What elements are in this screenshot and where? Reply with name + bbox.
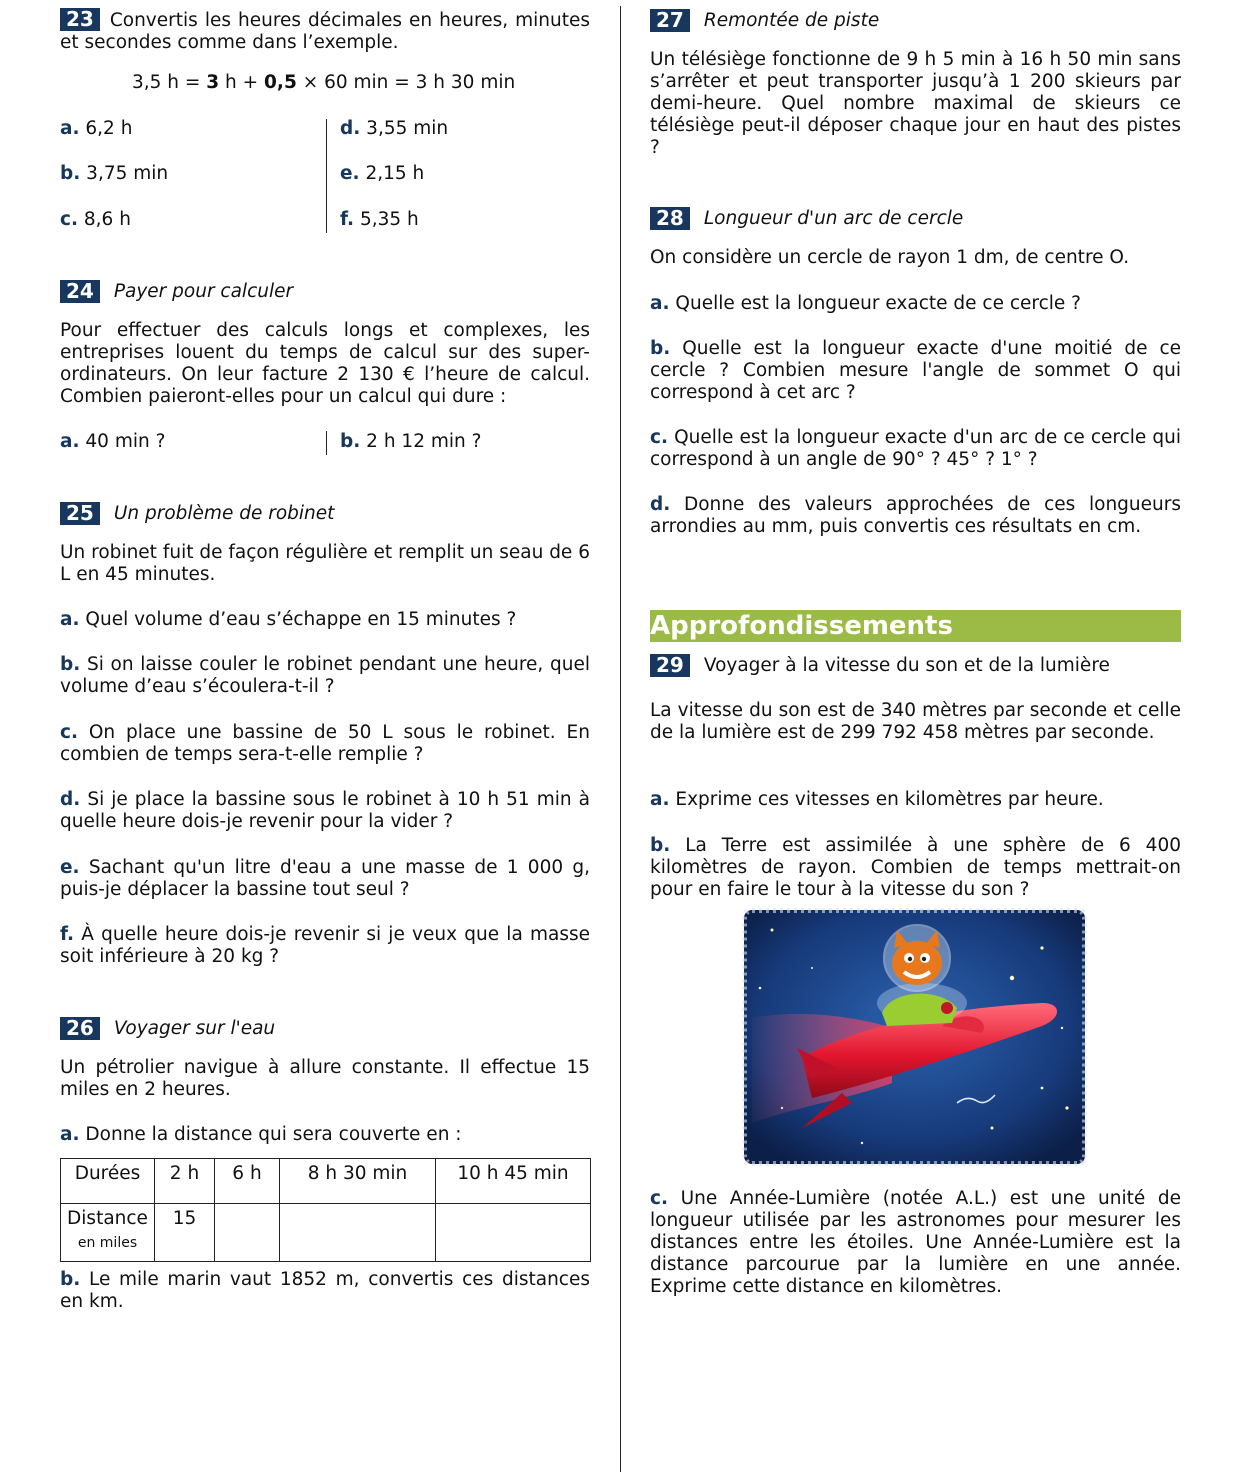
exercise-28-header (650, 205, 963, 231)
item-d: d. Si je place la bassine sous le robinet à 10 h 51 min à quelle heure dois-je revenir pour la vider ? (60, 789, 590, 832)
distance-table (60, 1158, 591, 1262)
column-divider (620, 6, 621, 1472)
item-e: e. 2,15 h (340, 163, 425, 184)
item-b: b. Si on laisse couler le robinet pendant une heure, quel volume d’eau s’écoulera-t-il ? (60, 654, 590, 697)
item-c: c. On place une bassine de 50 L sous le robinet. En combien de temps sera-t-elle remplie ? (60, 722, 590, 765)
exercise-number: 24 (60, 280, 100, 303)
exercise-title: Payer pour calculer (113, 280, 294, 302)
item-c: c. Une Année-Lumière (notée A.L.) est une unité de longueur utilisée par les astronomes pour mesurer les distances entre les étoiles. Une Année-Lumière est la distance parcourue par la lumière en une année. Exprime cette distance en kilomètres. (650, 1188, 1181, 1297)
item-b: b. Quelle est la longueur exacte d'une moitié de ce cercle ? Combien mesure l'angle de sommet O qui correspond à cet arc ? (650, 338, 1181, 403)
exercise-number: 28 (650, 207, 690, 230)
item-c: c. 8,6 h (60, 209, 131, 230)
exercise-25-text: Un robinet fuit de façon régulière et remplit un seau de 6 L en 45 minutes. (60, 542, 590, 585)
table-cell (280, 1204, 436, 1262)
exercise-25-header (60, 500, 334, 526)
exercise-number: 27 (650, 9, 690, 32)
item-a: a. Exprime ces vitesses en kilomètres par heure. (650, 789, 1104, 810)
item-a: a. 6,2 h (60, 118, 133, 139)
exercise-number: 25 (60, 502, 100, 525)
exercise-title: Voyager sur l'eau (113, 1017, 276, 1039)
exercise-24-header (60, 278, 293, 304)
items-separator (326, 431, 327, 455)
exercise-number: 26 (60, 1017, 100, 1040)
table-row (61, 1159, 591, 1204)
item-d: d. Donne des valeurs approchées de ces longueurs arrondies au mm, puis convertis ces résultats en cm. (650, 494, 1181, 537)
table-cell: 2 h (155, 1159, 215, 1204)
table-cell (215, 1204, 280, 1262)
table-cell: Durées (61, 1159, 155, 1204)
exercise-24-text: Pour effectuer des calculs longs et complexes, les entreprises louent du temps de calcul sur des super-ordinateurs. On leur facture 2 130 € l’heure de calcul. Combien paieront-elles pour un calcul qui dure : (60, 320, 590, 407)
item-d: d. 3,55 min (340, 118, 449, 139)
item-a: a. 40 min ? (60, 431, 166, 452)
exercise-23-intro (60, 8, 590, 54)
conversion-example: 3,5 h = 3 h + 0,5 × 60 min = 3 h 30 min (132, 72, 516, 93)
rocket-cat-icon (742, 908, 1087, 1166)
item-f: f. 5,35 h (340, 209, 419, 230)
item-b: b. 2 h 12 min ? (340, 431, 482, 452)
table-cell: 6 h (215, 1159, 280, 1204)
items-separator (326, 119, 327, 233)
exercise-title: Remontée de piste (703, 9, 880, 31)
table-cell: 8 h 30 min (280, 1159, 436, 1204)
table-cell: 15 (155, 1204, 215, 1262)
exercise-title: Voyager à la vitesse du son et de la lumière (703, 654, 1110, 676)
intro-rest: les heures décimales en heures, minutes et secondes comme dans l’exemple. (60, 10, 590, 53)
exercise-26-text: Un pétrolier navigue à allure constante. Il effectue 15 miles en 2 heures. (60, 1057, 590, 1100)
exercise-26-header (60, 1015, 275, 1041)
item-b: b. La Terre est assimilée à une sphère de 6 400 kilomètres de rayon. Combien de temps mettrait-on pour en faire le tour à la vitesse du son ? (650, 835, 1181, 900)
item-a: a. Quel volume d’eau s’échappe en 15 minutes ? (60, 609, 517, 630)
exercise-number: 23 (60, 8, 100, 31)
exercise-29-header (650, 652, 1110, 678)
exercise-29-text: La vitesse du son est de 340 mètres par seconde et celle de la lumière est de 299 792 458 mètres par seconde. (650, 700, 1181, 743)
row-subhead: en miles (77, 1235, 138, 1251)
item-a: a. Quelle est la longueur exacte de ce cercle ? (650, 293, 1081, 314)
exercise-27-text: Un télésiège fonctionne de 9 h 5 min à 16 h 50 min sans s’arrêter et peut transporter jusqu’à 1 200 skieurs par demi-heure. Quel nombre maximal de skieurs ce télésiège peut-il déposer chaque jour en haut des pistes ? (650, 49, 1181, 158)
item-e: e. Sachant qu'un litre d'eau a une masse de 1 000 g, puis-je déplacer la bassine tout seul ? (60, 857, 590, 900)
table-cell (436, 1204, 591, 1262)
row-head: Distance (67, 1208, 148, 1229)
table-cell (61, 1204, 155, 1262)
exercise-27-header (650, 7, 879, 33)
table-cell: 10 h 45 min (436, 1159, 591, 1204)
rocket-illustration (742, 908, 1087, 1166)
item-c: c. Quelle est la longueur exacte d'un arc de ce cercle qui correspond à un angle de 90° ? 45° ? 1° ? (650, 427, 1181, 470)
section-banner: Approfondissements (650, 610, 1181, 642)
item-a: a. Donne la distance qui sera couverte en : (60, 1124, 462, 1145)
exercise-title: Un problème de robinet (113, 502, 335, 524)
exercise-28-text: On considère un cercle de rayon 1 dm, de centre O. (650, 247, 1130, 268)
item-b: b. 3,75 min (60, 163, 169, 184)
intro-word: Convertis (109, 10, 198, 31)
exercise-number: 29 (650, 654, 690, 677)
exercise-23 (60, 8, 590, 54)
item-b: b. Le mile marin vaut 1852 m, convertis ces distances en km. (60, 1269, 590, 1312)
item-f: f. À quelle heure dois-je revenir si je veux que la masse soit inférieure à 20 kg ? (60, 924, 591, 967)
exercise-title: Longueur d'un arc de cercle (703, 207, 964, 229)
table-row (61, 1204, 591, 1262)
